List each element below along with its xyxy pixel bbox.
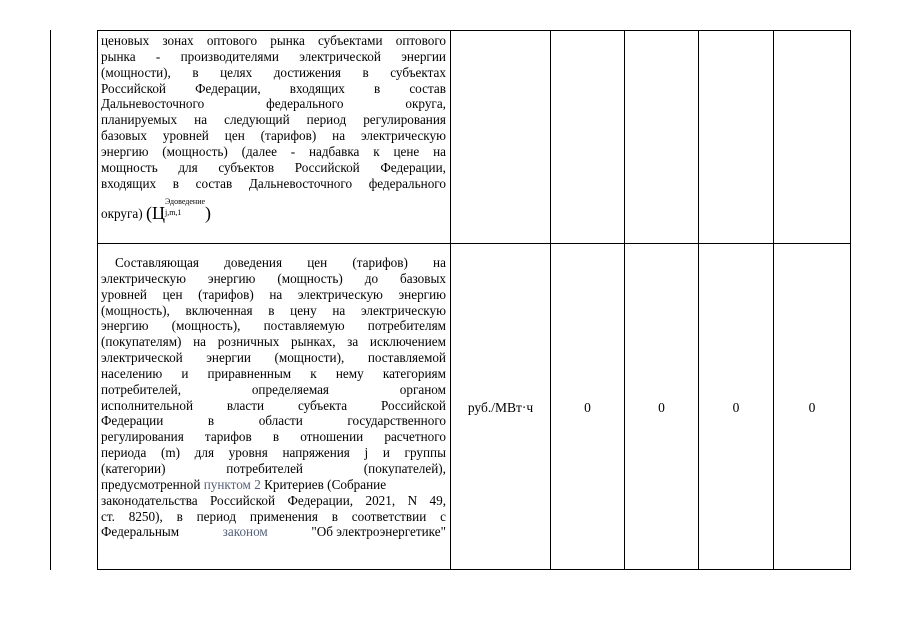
line18-suffix: "Об электроэнергетике": [311, 524, 446, 540]
value-cell: 0: [658, 400, 665, 415]
word: напряжения: [282, 445, 350, 461]
word: оптового: [206, 33, 258, 48]
table-column-divider: [624, 30, 625, 570]
word: Дальневосточного: [101, 96, 205, 112]
word: j: [364, 445, 369, 461]
text-line: [101, 509, 446, 525]
word: зонах: [162, 33, 194, 48]
word: энергию: [101, 318, 149, 334]
word: 8250),: [128, 508, 163, 524]
word: области: [258, 413, 303, 429]
text-line: [101, 429, 446, 445]
word: субъекта: [297, 397, 348, 413]
text-line: [101, 477, 446, 493]
word: энергию: [207, 270, 256, 286]
text-line: [101, 81, 446, 97]
word: потребителей,: [101, 381, 182, 397]
word: 2021,: [365, 492, 396, 508]
unit-cell: руб./МВт·ч: [467, 400, 534, 415]
word: субъектами: [318, 33, 383, 48]
line-suffix: Критериев (Собрание: [260, 476, 387, 492]
word: потребителям: [367, 318, 446, 334]
word: входящих: [289, 80, 345, 96]
value-cell: 0: [732, 400, 740, 415]
word: и: [382, 445, 390, 461]
word: группы: [404, 445, 446, 461]
word: на: [194, 112, 208, 128]
value-cell: 0: [584, 400, 591, 415]
table-column-divider: [698, 30, 699, 570]
word: округа,: [405, 96, 446, 112]
text-line: [101, 382, 446, 398]
word: федерального: [266, 96, 344, 112]
word: N: [407, 492, 418, 508]
word: цен: [162, 286, 183, 302]
word: Российской: [210, 492, 276, 508]
text-line: [101, 303, 446, 319]
word: федерального: [368, 175, 446, 191]
word: Российской: [101, 80, 166, 96]
word: (тарифов): [198, 286, 254, 302]
formula-line: [101, 191, 446, 221]
formula-subscript: j,m,1: [164, 208, 182, 218]
text-line: [101, 366, 446, 382]
word: ценовых: [101, 33, 150, 48]
word: отношении: [300, 429, 364, 445]
line-text: [101, 477, 386, 493]
word: на: [193, 334, 207, 350]
word: нему: [335, 365, 364, 381]
word: (мощности),: [101, 64, 171, 80]
text-line: [101, 144, 446, 160]
word: рынка: [270, 33, 305, 48]
word: Федерации,: [195, 80, 261, 96]
formula-close-paren: ): [205, 202, 212, 223]
word: доведения: [224, 255, 283, 270]
table-row-border: [97, 30, 851, 31]
word: уровня: [228, 445, 268, 461]
word: (покупателей),: [363, 460, 446, 476]
text-line: [101, 287, 446, 303]
word: (m): [160, 445, 181, 461]
table-column-divider: [773, 30, 774, 570]
word: цен: [224, 128, 245, 144]
word: Федерации,: [287, 492, 354, 508]
word: законодательства: [101, 492, 198, 508]
word: поставляемой: [367, 350, 446, 366]
word: в: [272, 429, 280, 445]
text-line: [101, 176, 446, 192]
word: энергию: [398, 286, 446, 302]
word: электрической: [299, 48, 381, 64]
word: (тарифов): [260, 128, 317, 144]
word: электрическую: [101, 270, 186, 286]
word: (тарифов): [352, 255, 408, 270]
table-row-border: [97, 243, 851, 244]
text-line: [101, 112, 446, 128]
word: рынка: [101, 48, 136, 64]
word: -: [155, 48, 161, 64]
word: в: [362, 64, 369, 80]
word: в: [373, 80, 381, 96]
formula-indices: [165, 198, 205, 217]
word: производителями: [180, 48, 279, 64]
formula-open-paren: (: [145, 202, 152, 223]
word: (покупателям): [101, 334, 182, 350]
word: энергии: [206, 350, 251, 366]
word: к: [310, 365, 317, 381]
word: целях: [220, 64, 253, 80]
text-line: [101, 49, 446, 65]
word: оптового: [395, 33, 446, 48]
word: 49,: [429, 492, 446, 508]
word: уровней: [101, 286, 147, 302]
text-line: [101, 334, 446, 350]
word: в: [176, 508, 183, 524]
text-line: [101, 398, 446, 414]
word: входящих: [101, 175, 157, 191]
formula-letter: Ц: [151, 202, 165, 223]
word: тарифов: [204, 429, 252, 445]
text-line: [101, 318, 446, 334]
word: в: [331, 508, 338, 524]
line18-prefix: Федеральным: [101, 524, 180, 540]
word: исполнительной: [101, 397, 194, 413]
word: цену: [290, 302, 317, 318]
word: базовых: [101, 128, 147, 144]
row2-description: [101, 255, 446, 540]
word: (мощность),: [171, 318, 241, 334]
word: государственного: [347, 413, 446, 429]
word: к: [373, 143, 380, 159]
word: для: [194, 445, 215, 461]
word: (мощность): [277, 270, 343, 286]
row1-description: [101, 33, 446, 221]
text-line: [101, 493, 446, 509]
table-border-right: [850, 30, 851, 570]
word: включенная: [185, 302, 253, 318]
word: уровней: [162, 128, 209, 144]
word: электрической: [101, 350, 183, 366]
formula-superscript: Эдоведение: [164, 197, 206, 207]
word: электрическую: [360, 302, 446, 318]
word: субъектах: [390, 64, 446, 80]
word: ст.: [101, 508, 115, 524]
word: Составляющая: [115, 255, 199, 270]
formula-prefix: округа): [101, 205, 143, 221]
word: исключением: [369, 334, 446, 350]
word: определяемая: [251, 381, 329, 397]
word: Российской: [294, 159, 360, 175]
word: энергию: [101, 143, 149, 159]
criteria-link[interactable]: пунктом 2: [203, 476, 261, 492]
text-line: [101, 350, 446, 366]
word: применения: [249, 508, 318, 524]
word: следующий: [224, 112, 290, 128]
text-line: [101, 128, 446, 144]
text-line: [101, 461, 446, 477]
word: Российской: [380, 397, 446, 413]
text-line: [101, 96, 446, 112]
word: Федерации: [101, 413, 164, 429]
word: субъектов: [218, 159, 275, 175]
word: соответствии: [351, 508, 427, 524]
text-line: [101, 160, 446, 176]
word: в: [192, 64, 199, 80]
table-border-left: [50, 30, 51, 570]
word: на: [433, 143, 446, 159]
word: розничных: [217, 334, 280, 350]
word: электрическую: [360, 128, 446, 144]
word: надбавка: [308, 143, 360, 159]
word: состав: [409, 80, 446, 96]
word: поставляемую: [263, 318, 345, 334]
word: электрическую: [297, 286, 383, 302]
word: категориям: [382, 365, 446, 381]
table-row-border: [97, 569, 851, 570]
word: планируемых: [101, 112, 178, 128]
word: для: [178, 159, 198, 175]
word: расчетного: [384, 429, 446, 445]
word: на: [332, 128, 346, 144]
text-line: [101, 271, 446, 287]
text-line: [101, 445, 446, 461]
word: за: [347, 334, 359, 350]
text-line: [101, 524, 446, 540]
word: регулирования: [363, 112, 446, 128]
word: достижения: [273, 64, 341, 80]
word: -: [290, 143, 296, 159]
word: потребителей: [226, 460, 303, 476]
word: в: [207, 413, 215, 429]
word: в: [268, 302, 275, 318]
federal-law-link[interactable]: законом: [222, 524, 268, 540]
word: Дальневосточного: [248, 175, 353, 191]
word: на: [433, 255, 446, 270]
table-column-divider: [97, 30, 98, 570]
text-line: [101, 255, 446, 271]
word: регулирования: [101, 429, 184, 445]
word: периода: [101, 445, 147, 461]
word: цене: [393, 143, 420, 159]
word: приравненным: [207, 365, 292, 381]
word: (далее: [241, 143, 277, 159]
value-cell: 0: [808, 400, 816, 415]
word: энергии: [401, 48, 446, 64]
word: органом: [399, 381, 446, 397]
word: на: [269, 286, 283, 302]
word: мощность: [101, 159, 158, 175]
word: Федерации,: [380, 159, 446, 175]
word: в: [172, 175, 179, 191]
word: (мощности),: [274, 350, 345, 366]
word: власти: [226, 397, 265, 413]
word: период: [306, 112, 347, 128]
word: с: [440, 508, 446, 524]
word: (мощность),: [101, 302, 170, 318]
text-line: [101, 413, 446, 429]
word: (категории): [101, 460, 166, 476]
word: (мощность): [162, 143, 228, 159]
word: состав: [195, 175, 233, 191]
word: на: [332, 302, 346, 318]
word: населению: [101, 365, 163, 381]
word: до: [364, 270, 379, 286]
text-line: [101, 33, 446, 49]
table-column-divider: [550, 30, 551, 570]
word: и: [181, 365, 189, 381]
line-prefix: предусмотренной: [101, 476, 204, 492]
text-line: [101, 65, 446, 81]
word: цен: [307, 255, 328, 270]
word: рынках,: [291, 334, 336, 350]
word: период: [196, 508, 237, 524]
word: базовых: [399, 270, 446, 286]
table-column-divider: [450, 30, 451, 570]
